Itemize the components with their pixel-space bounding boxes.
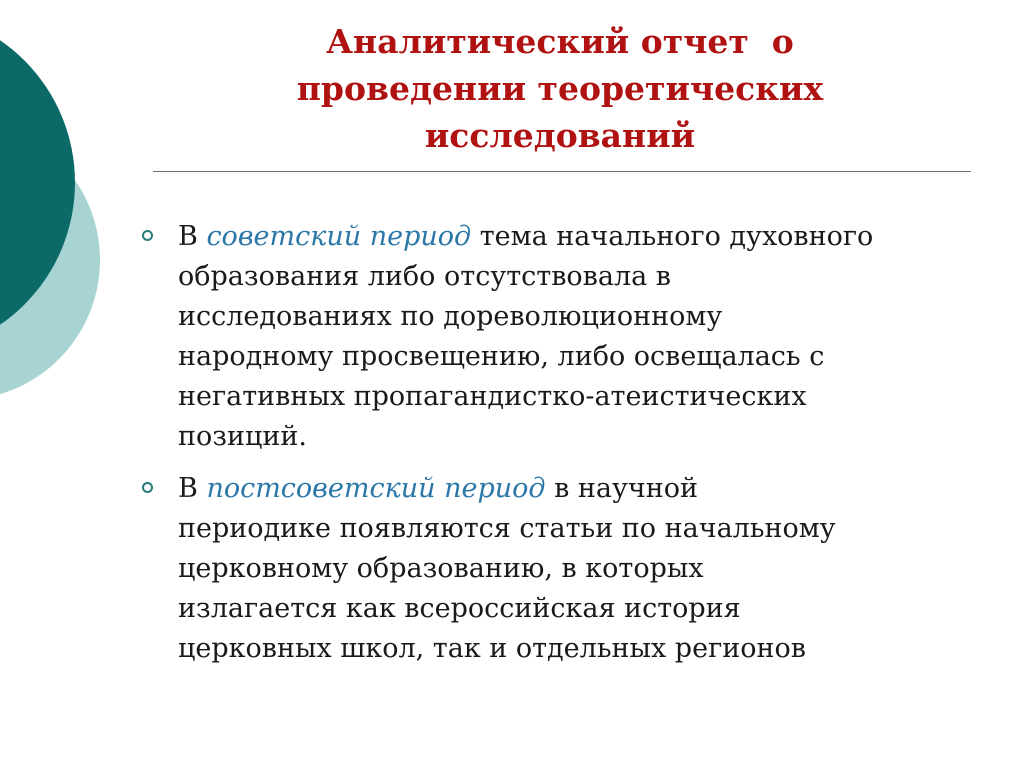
bullet-first-line (178, 469, 1016, 509)
bullet-line: народному просвещению, либо освещалась с (178, 341, 825, 372)
bullet-prefix: В (178, 221, 207, 252)
title-divider (153, 171, 971, 172)
bullet-line: излагается как всероссийская история (178, 593, 741, 624)
bullet-suffix: в научной (545, 473, 698, 504)
bullet-line: позиций. (178, 421, 307, 452)
bullet-item-post-soviet-period (136, 469, 1016, 669)
hollow-circle-bullet-icon (142, 230, 153, 241)
slide-title (150, 18, 970, 159)
bullet-first-line (178, 217, 1016, 257)
bullet-prefix: В (178, 473, 207, 504)
title-line: исследований (424, 116, 696, 155)
bullet-emphasis: постсоветский период (206, 473, 546, 504)
bullet-list (136, 217, 1016, 681)
bullet-line: образования либо отсутствовала в (178, 261, 672, 292)
bullet-line: периодике появляются статьи по начальному (178, 513, 836, 544)
bullet-emphasis: советский период (206, 221, 472, 252)
hollow-circle-bullet-icon (142, 482, 153, 493)
bullet-line: негативных пропагандистко-атеистических (178, 381, 807, 412)
bullet-line: церковному образованию, в которых (178, 553, 704, 584)
title-line: проведении теоретических (296, 69, 824, 108)
bullet-item-soviet-period (136, 217, 1016, 457)
title-line: Аналитический отчет о (326, 22, 794, 61)
bullet-line: церковных школ, так и отдельных регионов (178, 633, 806, 664)
bullet-suffix: тема начального духовного (471, 221, 874, 252)
bullet-line: исследованиях по дореволюционному (178, 301, 723, 332)
